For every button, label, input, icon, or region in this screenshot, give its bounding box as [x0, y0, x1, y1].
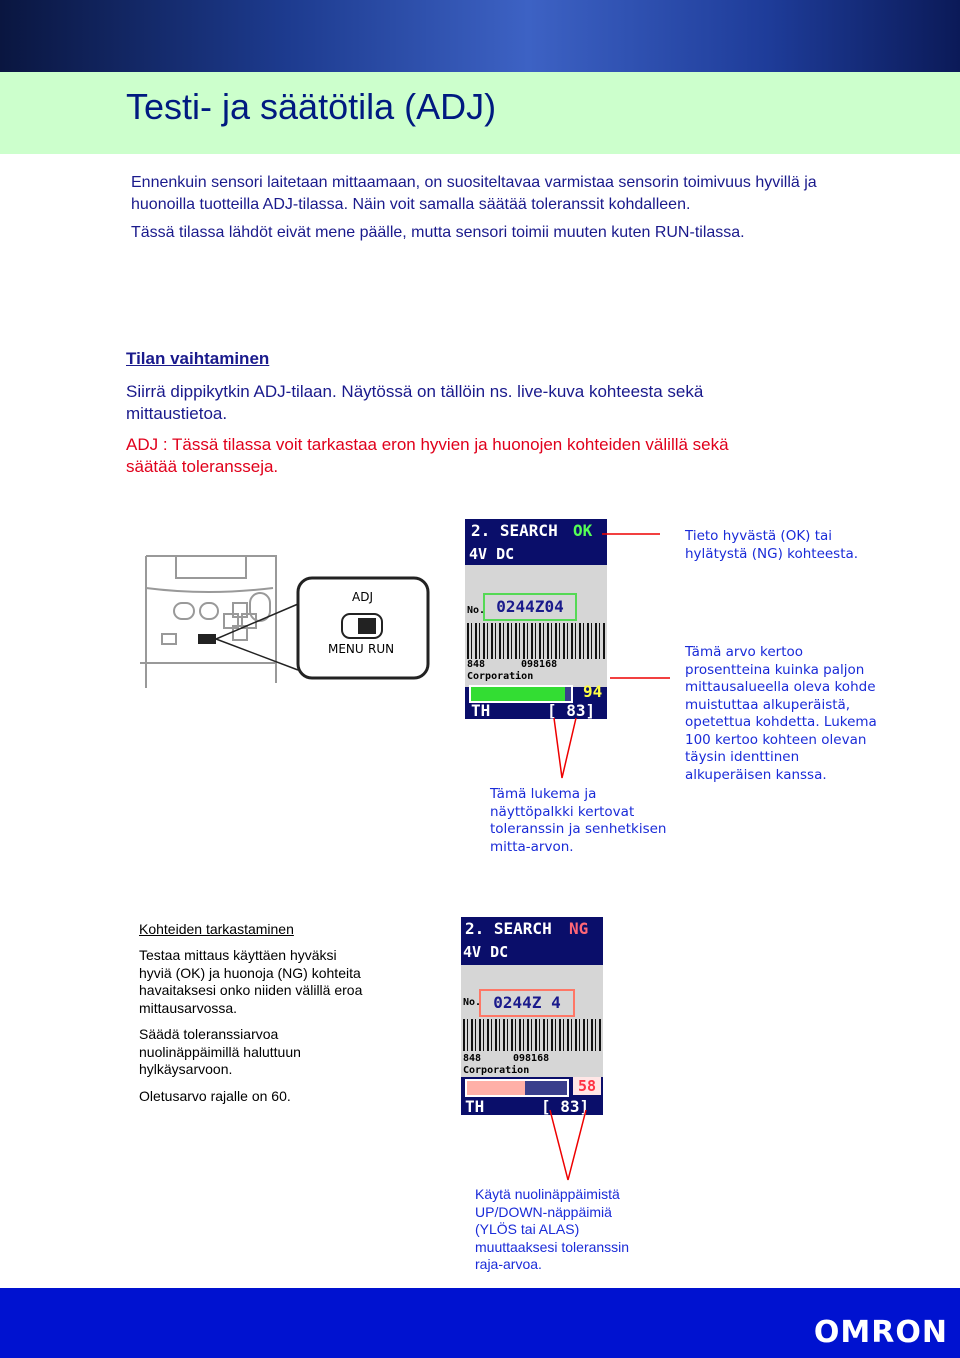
check-line: hyviä (OK) ja huonoja (NG) kohteita: [139, 964, 361, 981]
pointer-lines-ok: [540, 528, 680, 788]
check-line: Testaa mittaus käyttäen hyväksi: [139, 947, 337, 963]
label-line: 848: [467, 659, 486, 670]
lcd-screen-ng: [461, 917, 603, 1115]
annotation-line: opetettua kohdetta. Lukema: [685, 714, 877, 730]
mode-text-line: mittaustietoa.: [126, 404, 228, 423]
mode-text-line: Siirrä dippikytkin ADJ-tilaan. Näytössä on tällöin ns. live-kuva kohteesta sekä: [126, 382, 704, 401]
page-title: Testi- ja säätötila (ADJ): [126, 86, 497, 127]
annotation-line: UP/DOWN-näppäimiä: [475, 1203, 612, 1220]
measure-bar: [465, 1079, 569, 1097]
annotation-line: muistuttaa alkuperäistä,: [685, 696, 851, 713]
voltage-label: 4V DC: [469, 545, 515, 563]
annotation-status: [685, 528, 858, 563]
label-line: 098168: [513, 1053, 550, 1064]
check-line: mittausarvossa.: [139, 999, 238, 1016]
voltage-label: 4V DC: [463, 943, 509, 961]
switch-label-menu: MENU: [328, 642, 364, 656]
annotation-line: muuttaaksesi toleranssin: [475, 1238, 630, 1255]
annotation-line: Käytä nuolinäppäimistä: [475, 1186, 620, 1202]
check-line: havaitaksesi onko niiden välillä eroa: [139, 982, 363, 998]
annotation-line: 100 kertoo kohteen olevan: [685, 731, 867, 748]
adj-text-line: ADJ : Tässä tilassa voit tarkastaa eron hyvien ja huonojen kohteiden välillä sekä: [126, 435, 729, 454]
screen-title: 2. SEARCH: [471, 521, 558, 540]
annotation-line: täysin identtinen: [685, 749, 800, 765]
pointer-lines-ng: [540, 1106, 600, 1186]
label-line: 098168: [521, 659, 558, 670]
top-banner: [0, 0, 960, 72]
annotation-ng: [475, 1186, 629, 1274]
omron-logo: OMRON: [813, 1315, 948, 1350]
no-label: No.: [463, 997, 482, 1008]
intro-line: Tässä tilassa lähdöt eivät mene päälle, mutta sensori toimii muuten kuten RUN-tilassa.: [131, 224, 745, 241]
code-box: 0244Z 4: [479, 989, 575, 1017]
mode-heading: Tilan vaihtaminen: [126, 349, 270, 368]
th-value: [ 83]: [547, 701, 596, 720]
annotation-value: [685, 644, 877, 784]
check-line: nuolinäppäimillä haluttuun: [139, 1043, 301, 1060]
annotation-bar: [490, 786, 666, 856]
label-line: 848: [463, 1053, 482, 1064]
annotation-line: alkuperäisen kanssa.: [685, 766, 827, 783]
measure-bar-fill: [467, 1081, 525, 1095]
check-heading: Kohteiden tarkastaminen: [139, 921, 294, 937]
annotation-line: toleranssin ja senhetkisen: [490, 821, 667, 837]
match-value: 94: [583, 682, 603, 701]
intro-line: Ennenkuin sensori laitetaan mittaamaan, on suositeltavaa varmistaa sensorin toimivuus hyvillä ja: [131, 174, 817, 191]
mode-text: [126, 381, 703, 425]
code-box: 0244Z04: [483, 593, 577, 621]
annotation-line: hylätystä (NG) kohteesta.: [685, 545, 859, 562]
no-label: No.: [467, 605, 486, 616]
th-label: TH: [465, 1097, 485, 1116]
status-ng-badge: NG: [569, 919, 589, 938]
adj-text: [126, 434, 729, 478]
annotation-line: mittausalueella oleva kohde: [685, 679, 876, 695]
th-value: [ 83]: [541, 1097, 590, 1116]
annotation-line: Tämä lukema ja: [490, 786, 597, 802]
label-line: Corporation: [463, 1065, 530, 1076]
screen-title: 2. SEARCH: [465, 919, 552, 938]
intro-text: [131, 172, 817, 244]
adj-text-line: säätää toleransseja.: [126, 457, 279, 476]
annotation-line: näyttöpalkki kertovat: [490, 803, 635, 820]
match-value: 58: [573, 1077, 601, 1095]
check-line: Oletusarvo rajalle on 60.: [139, 1087, 291, 1104]
status-ok-badge: OK: [573, 521, 593, 540]
annotation-line: Tieto hyvästä (OK) tai: [685, 528, 833, 544]
label-line: Corporation: [467, 671, 534, 682]
intro-line: huonoilla tuotteilla ADJ-tilassa. Näin voit samalla säätää toleranssit kohdalleen.: [131, 196, 691, 213]
annotation-line: mitta-arvon.: [490, 838, 574, 855]
device-illustration: [138, 548, 438, 698]
annotation-line: raja-arvoa.: [475, 1256, 542, 1272]
barcode: [463, 1019, 601, 1051]
annotation-line: prosentteina kuinka paljon: [685, 661, 865, 678]
check-text: [139, 947, 362, 1105]
switch-label-run: RUN: [368, 642, 395, 656]
th-label: TH: [471, 701, 491, 720]
check-line: hylkäysarvoon.: [139, 1061, 233, 1077]
annotation-line: Tämä arvo kertoo: [685, 644, 804, 660]
switch-label-adj: ADJ: [352, 590, 373, 604]
annotation-line: (YLÖS tai ALAS): [475, 1221, 580, 1237]
check-line: Säädä toleranssiarvoa: [139, 1026, 279, 1042]
